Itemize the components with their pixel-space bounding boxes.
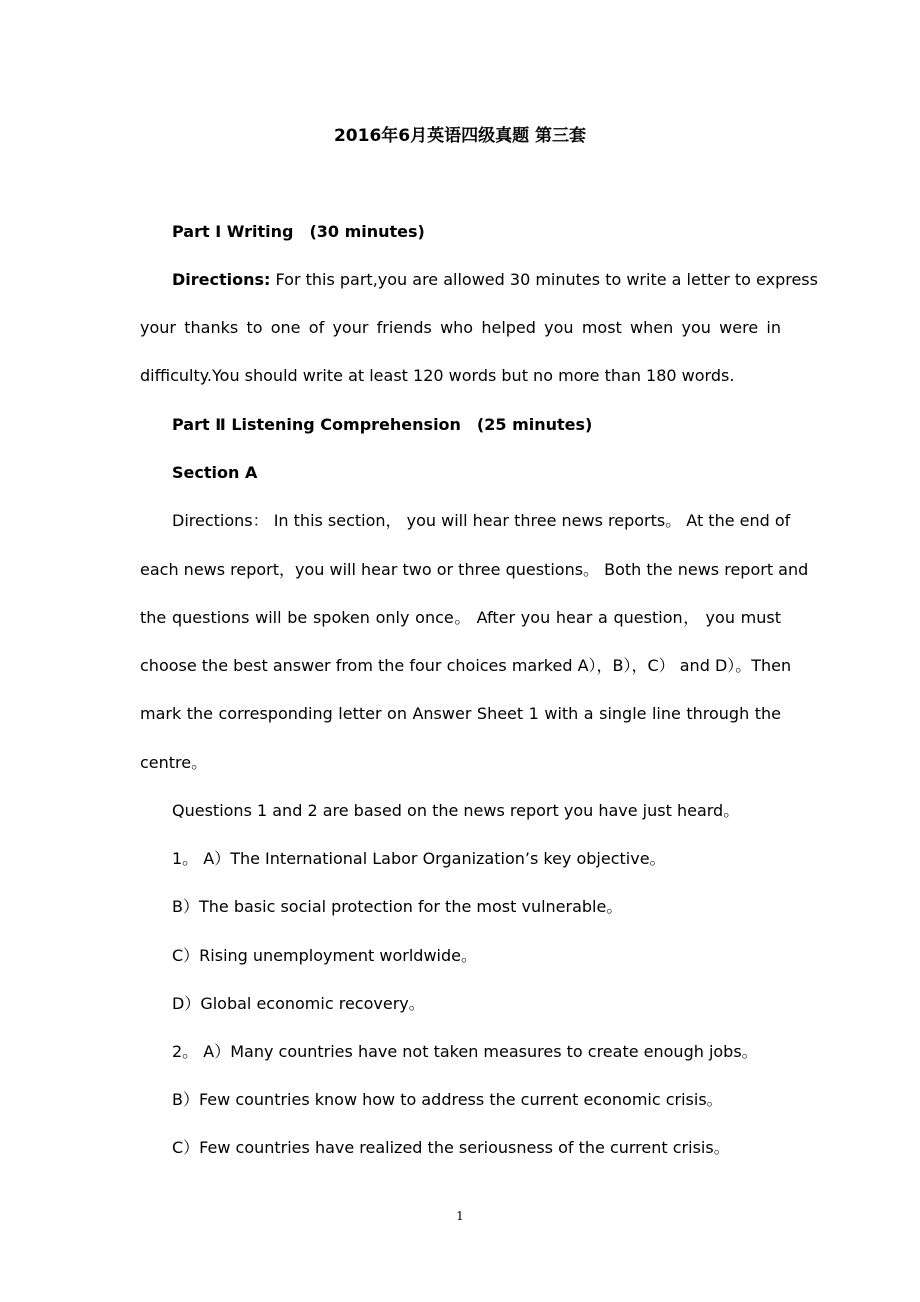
part2-directions-line-3: the questions will be spoken only once。 After you hear a question， you must	[140, 608, 781, 627]
section-a-heading: Section A	[172, 463, 258, 482]
part1-heading: Part I Writing (30 minutes)	[172, 222, 425, 241]
part1-directions-line-1	[172, 268, 818, 292]
directions-label: Directions:	[172, 270, 271, 289]
part1-directions-line-3: difficulty.You should write at least 120 words but no more than 180 words.	[140, 366, 735, 385]
questions-intro: Questions 1 and 2 are based on the news report you have just heard。	[172, 801, 740, 820]
question-1-option-d: D）Global economic recovery。	[172, 994, 425, 1013]
part2-heading: Part Ⅱ Listening Comprehension (25 minutes)	[172, 415, 593, 434]
question-2-option-c: C）Few countries have realized the seriousness of the current crisis。	[172, 1138, 730, 1157]
page-number: 1	[456, 1209, 464, 1223]
question-1-option-c: C）Rising unemployment worldwide。	[172, 946, 477, 965]
part2-directions-line-1: Directions： In this section， you will hear three news reports。 At the end of	[172, 511, 791, 530]
question-2-option-a: 2。 A）Many countries have not taken measures to create enough jobs。	[172, 1042, 758, 1061]
part2-directions-line-4: choose the best answer from the four choices marked A），B），C） and D）。Then	[140, 656, 792, 675]
part1-directions-text: For this part,you are allowed 30 minutes to write a letter to express	[270, 270, 818, 289]
part2-directions-line-5: mark the corresponding letter on Answer Sheet 1 with a single line through the	[140, 704, 781, 723]
part2-directions-line-2: each news report，you will hear two or three questions。 Both the news report and	[140, 560, 809, 579]
part2-directions-line-6: centre。	[140, 753, 208, 772]
question-2-option-b: B）Few countries know how to address the current economic crisis。	[172, 1090, 723, 1109]
part1-directions-line-2: your thanks to one of your friends who helped you most when you were in	[140, 318, 781, 337]
question-1-option-b: B）The basic social protection for the most vulnerable。	[172, 897, 623, 916]
question-1-option-a: 1。 A）The International Labor Organization’s key objective。	[172, 849, 666, 868]
document-title: 2016年6月英语四级真题 第三套	[333, 126, 587, 146]
